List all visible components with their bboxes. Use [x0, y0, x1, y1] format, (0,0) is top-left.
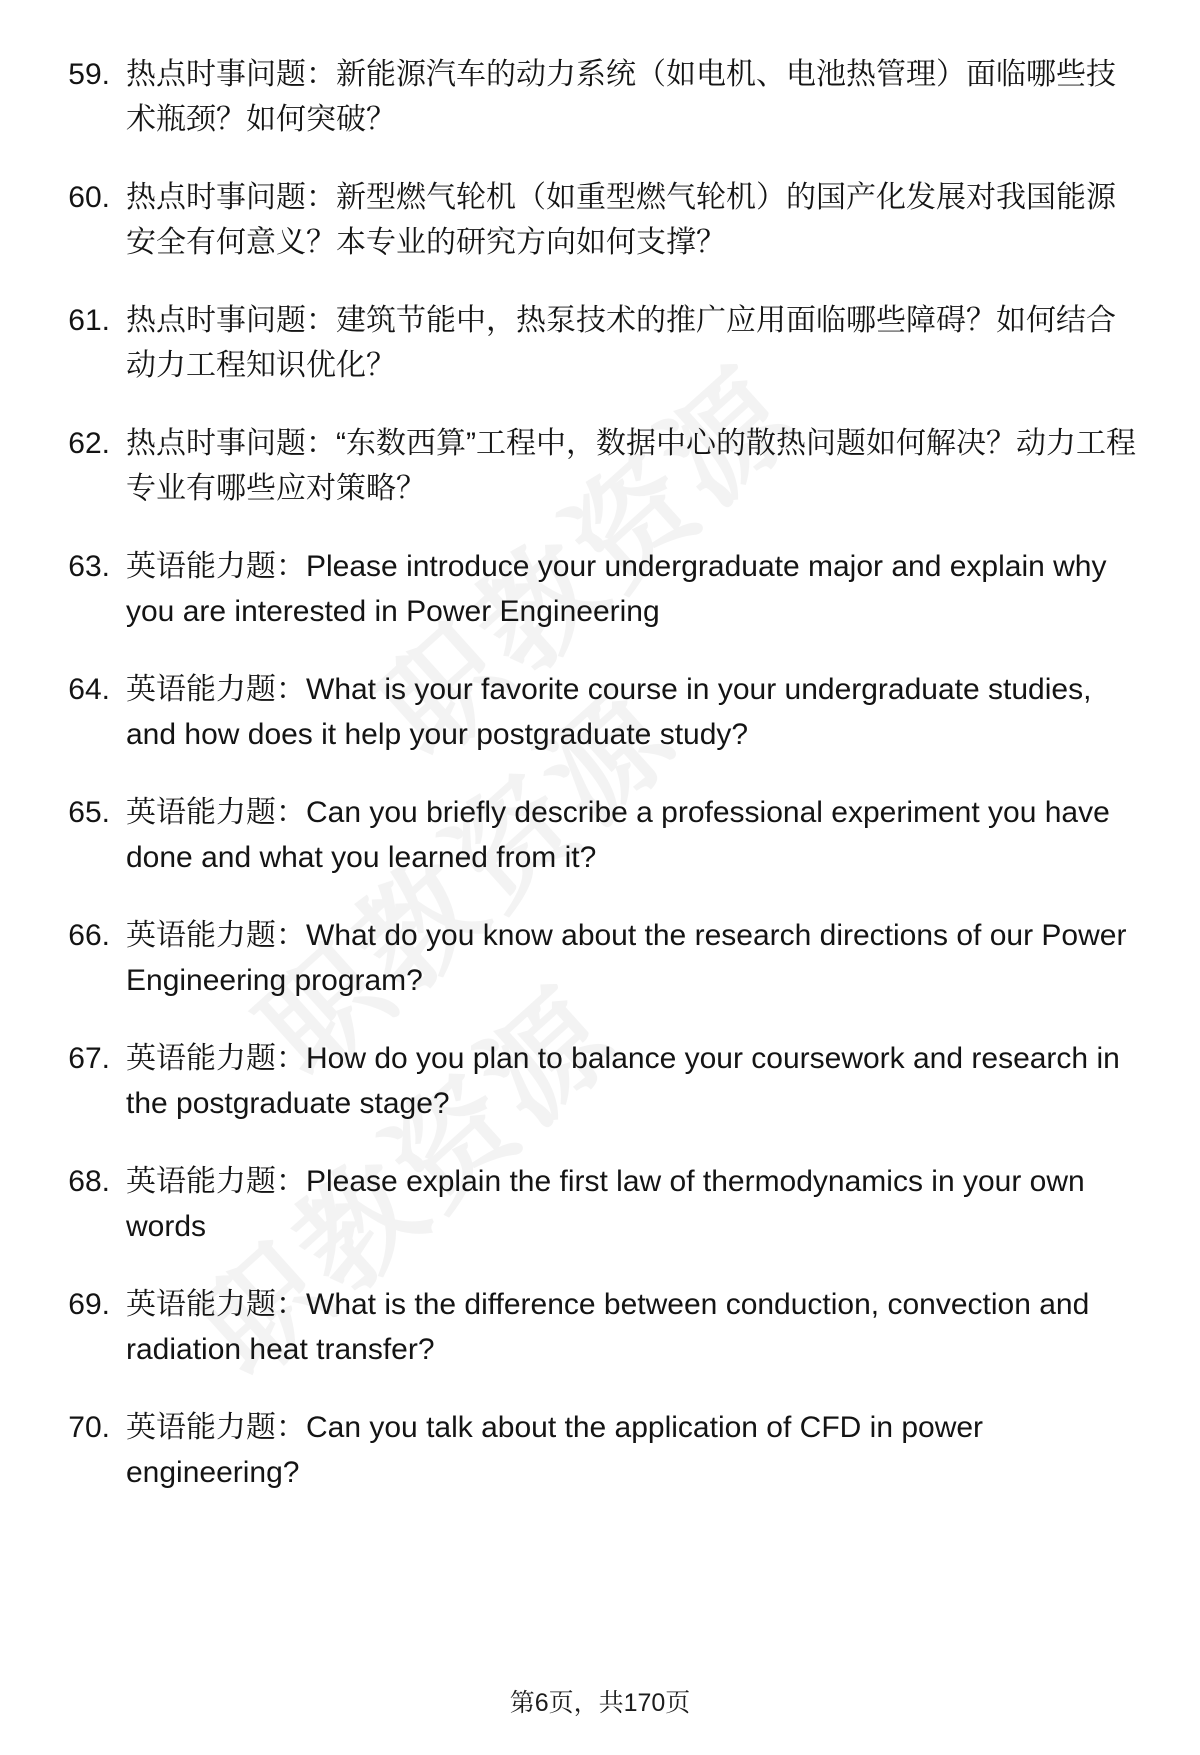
list-item	[48, 175, 1144, 265]
question-number: 59.	[68, 58, 110, 91]
list-item	[48, 667, 1144, 757]
list-item	[48, 1036, 1144, 1126]
page-footer	[0, 1687, 1200, 1719]
list-item	[48, 544, 1144, 634]
question-number: 69.	[68, 1288, 110, 1321]
question-number: 63.	[68, 550, 110, 583]
list-item	[48, 790, 1144, 880]
question-text: 英语能力题：Please introduce your undergraduate major and explain why you are interested in Power Engineering	[126, 550, 1107, 628]
question-text: 英语能力题：What is the difference between conduction, convection and radiation heat transfer?	[126, 1288, 1090, 1366]
question-number: 70.	[68, 1411, 110, 1444]
question-text: 英语能力题：Can you briefly describe a professional experiment you have done and what you learned from it?	[126, 796, 1110, 874]
question-number: 66.	[68, 919, 110, 952]
question-text: 英语能力题：Can you talk about the application of CFD in power engineering?	[126, 1411, 984, 1489]
list-item	[48, 421, 1144, 511]
question-text: 英语能力题：How do you plan to balance your coursework and research in the postgraduate stage?	[126, 1042, 1120, 1120]
question-number: 61.	[68, 304, 110, 337]
question-text: 热点时事问题：新型燃气轮机（如重型燃气轮机）的国产化发展对我国能源安全有何意义？本专业的研究方向如何支撑？	[126, 181, 1116, 259]
question-number: 62.	[68, 427, 110, 460]
question-text: 英语能力题：What do you know about the research directions of our Power Engineering program?	[126, 919, 1127, 997]
list-item	[48, 52, 1144, 142]
question-text: 英语能力题：What is your favorite course in your undergraduate studies, and how does it help your postgraduate study?	[126, 673, 1092, 751]
question-number: 64.	[68, 673, 110, 706]
question-text: 热点时事问题：新能源汽车的动力系统（如电机、电池热管理）面临哪些技术瓶颈？如何突破？	[126, 58, 1116, 136]
question-number: 60.	[68, 181, 110, 214]
question-text: 热点时事问题：“东数西算”工程中，数据中心的散热问题如何解决？动力工程专业有哪些应对策略？	[126, 427, 1136, 505]
list-item	[48, 913, 1144, 1003]
question-number: 68.	[68, 1165, 110, 1198]
list-item	[48, 298, 1144, 388]
list-item	[48, 1405, 1144, 1495]
question-number: 65.	[68, 796, 110, 829]
page-number-label: 第6页，共170页	[509, 1689, 691, 1717]
question-text: 英语能力题：Please explain the first law of thermodynamics in your own words	[126, 1165, 1085, 1243]
question-text: 热点时事问题：建筑节能中，热泵技术的推广应用面临哪些障碍？如何结合动力工程知识优化？	[126, 304, 1116, 382]
question-number: 67.	[68, 1042, 110, 1075]
list-item	[48, 1282, 1144, 1372]
list-item	[48, 1159, 1144, 1249]
